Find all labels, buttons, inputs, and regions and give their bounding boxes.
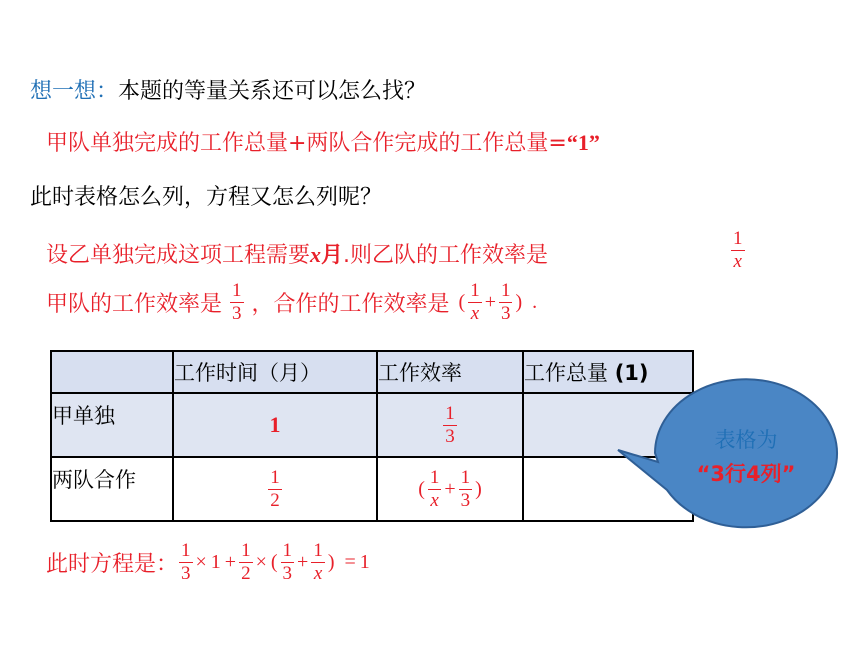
bubble-line2: “3行4列” <box>696 462 796 486</box>
row-b-close: ) <box>475 477 482 500</box>
eff-b-den: x <box>731 250 745 273</box>
speech-bubble <box>655 378 837 526</box>
eq-frac-2-num: 1 <box>241 540 251 561</box>
eff-close-paren: ) <box>515 290 523 313</box>
eff-a-text: 甲队的工作效率是 <box>46 291 223 317</box>
table-row <box>51 457 693 521</box>
eff-a-num: 1 <box>232 280 242 301</box>
row-b-efficiency <box>377 457 523 521</box>
eff-frac-1-num: 1 <box>470 280 480 301</box>
eq-times-2: × <box>255 550 267 573</box>
equation-label: 此时方程是： <box>46 551 179 577</box>
row-a-time: 1 <box>173 393 377 457</box>
think-line <box>30 74 426 105</box>
header-total-mark: (1) <box>614 361 649 385</box>
eq-frac-4-num: 1 <box>313 540 323 561</box>
eq-frac-1 <box>179 540 193 585</box>
eff-b-fraction <box>730 228 746 273</box>
eq-frac-1-den: 3 <box>181 562 191 584</box>
row-a-efficiency <box>377 393 523 457</box>
efficiency-line <box>46 280 539 325</box>
row-a-eff-den: 3 <box>445 425 455 447</box>
row-label-a: 甲单独 <box>51 393 173 457</box>
eq-frac-2-den: 2 <box>241 562 251 584</box>
relation-text: 甲队单独完成的工作总量+两队合作完成的工作总量= <box>46 131 567 156</box>
eq-one: 1 <box>210 550 221 573</box>
think-label: 想一想： <box>30 79 119 104</box>
think-question: 本题的等量关系还可以怎么找？ <box>118 79 427 104</box>
eq-plus-1: + <box>224 550 237 573</box>
eff-frac-1 <box>468 280 482 325</box>
eq-frac-2 <box>239 540 253 585</box>
eff-b-num: 1 <box>733 228 743 249</box>
table-header-row <box>51 351 693 393</box>
eq-rhs: 1 <box>359 550 370 573</box>
row-b-plus: + <box>444 477 456 500</box>
table-row <box>51 393 693 457</box>
work-table <box>50 350 694 522</box>
eq-times-1: × <box>195 550 207 573</box>
row-b-open: ( <box>418 477 425 500</box>
eff-frac-1-den: x <box>468 302 482 325</box>
setup-part2: .则乙队的工作效率是 <box>343 243 549 268</box>
eq-frac-3-den: 3 <box>282 562 293 584</box>
row-b-time <box>173 457 377 521</box>
eq-frac-4-den: x <box>311 562 325 585</box>
eff-frac-2 <box>499 280 513 325</box>
setup-var: x <box>310 242 322 267</box>
eq-frac-4 <box>311 540 325 585</box>
header-cell-empty <box>51 351 173 393</box>
eff-frac-2-num: 1 <box>500 280 511 301</box>
setup-line <box>46 238 548 269</box>
eq-frac-1-num: 1 <box>181 540 191 561</box>
header-efficiency: 工作效率 <box>377 351 523 393</box>
bubble-line1: 表格为 <box>714 428 778 452</box>
eff-plus: + <box>484 290 496 313</box>
eq-equals: = <box>344 550 356 573</box>
eq-frac-3-num: 1 <box>282 540 293 561</box>
eff-a-fraction <box>230 280 244 325</box>
relation-line <box>46 126 600 157</box>
row-b-f1-num: 1 <box>429 466 440 488</box>
eff-open-paren: ( <box>458 290 466 313</box>
header-total: 工作总量 <box>524 361 608 385</box>
row-b-f2-num: 1 <box>460 466 471 488</box>
equation-line <box>46 540 372 585</box>
relation-value: “1” <box>566 130 600 155</box>
setup-part1: 设乙单独完成这项工程需要 <box>46 243 311 268</box>
eff-combined-text: ，合作的工作效率是 <box>251 291 450 317</box>
row-b-time-num: 1 <box>270 466 280 488</box>
eff-a-den: 3 <box>232 302 242 324</box>
row-b-time-den: 2 <box>270 489 280 511</box>
setup-unit: 月 <box>321 243 344 268</box>
eq-plus-2: + <box>297 550 309 573</box>
row-a-eff-num: 1 <box>445 402 455 424</box>
eff-period: . <box>532 290 538 313</box>
eff-frac-2-den: 3 <box>500 302 511 324</box>
eq-open: ( <box>270 550 278 573</box>
header-work-time: 工作时间（月） <box>173 351 377 393</box>
ask-line: 此时表格怎么列，方程又怎么列呢？ <box>30 185 383 210</box>
row-label-b: 两队合作 <box>51 457 173 521</box>
row-b-f1-den: x <box>428 489 442 512</box>
eq-close: ) <box>327 550 335 573</box>
row-b-f2-den: 3 <box>460 489 471 511</box>
eq-frac-3 <box>281 540 295 585</box>
